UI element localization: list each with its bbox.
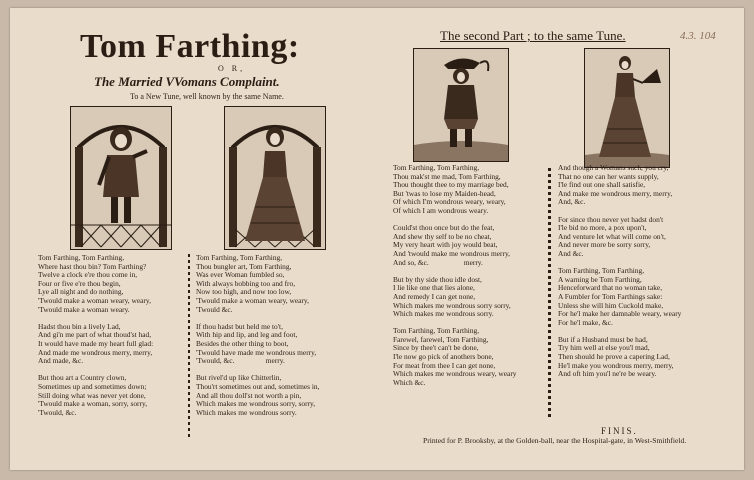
ballad-title: Tom Farthing: <box>80 28 300 65</box>
man-with-hat-image <box>414 49 508 161</box>
stanza-1-line-5: And, &c. <box>558 197 586 207</box>
stanza-4-line-6: Which makes me wondrous weary, weary <box>393 369 517 379</box>
part-two-title: The second Part ; to the same Tune. <box>440 28 626 43</box>
stanza-4-line-1: Tom Farthing, Tom Farthing, <box>393 326 480 336</box>
finis-mark: FINIS. <box>601 426 638 436</box>
stanza-2-line-2: I'le bid no more, a pox upon't, <box>558 223 647 233</box>
stanza-4-line-1: But if a Husband must be had, <box>558 334 648 344</box>
stanza-3-line-1: But rivel'd up like Chitterlin, <box>196 373 282 383</box>
stanza-2-line-5: And &c. <box>558 248 584 258</box>
stanza-4-line-2: Farewel, farewel, Tom Farthing, <box>393 334 489 344</box>
stanza-1-line-7: 'Twould &c. <box>196 304 233 314</box>
broadside-sheet <box>10 8 744 470</box>
stanza-1-line-6: Of which I am wondrous weary. <box>393 205 489 215</box>
stanza-1-line-3: Was ever Woman fumbled so, <box>196 270 285 280</box>
stanza-3-line-3: And all thou doll'st not worth a pin, <box>196 390 302 400</box>
stanza-1-line-6: 'Twould make a woman weary, weary, <box>38 295 151 305</box>
stanza-2-line-3: My very heart with joy would beat, <box>393 240 498 250</box>
stanza-2-line-2: With hip and lip, and leg and foot, <box>196 330 298 340</box>
stanza-3-line-5: Which makes me wondrous sorry. <box>196 407 297 417</box>
woman-woodcut-image <box>225 107 325 249</box>
stanza-4-line-4: I'le now go pick of anothers bone, <box>393 352 494 362</box>
stanza-1-line-2: That no one can her wants supply, <box>558 171 659 181</box>
stanza-2-line-4: And made me wondrous merry, merry, <box>38 347 153 357</box>
stanza-1-line-5: Now too high, and now too low, <box>196 287 292 297</box>
stanza-1-line-6: 'Twould make a woman weary, weary, <box>196 295 309 305</box>
tune-note: To a New Tune, well known by the same Name. <box>130 92 284 101</box>
stanza-3-line-2: I lie like one that lies alone, <box>393 283 475 293</box>
stanza-1-line-7: 'Twould make a woman weary. <box>38 304 130 314</box>
stanza-2-line-4: And 'twould make me wondrous merry, <box>393 248 511 258</box>
stanza-3-line-2: Sometimes up and sometimes down; <box>38 381 147 391</box>
stanza-1-line-1: And though a Womans such, you cry, <box>558 163 669 172</box>
stanza-1-line-4: But 'twas to lose my Maiden-head, <box>393 188 496 198</box>
woman-in-archway-woodcut <box>224 106 326 250</box>
stanza-3-line-4: 'Twould make a woman, sorry, sorry, <box>38 399 148 409</box>
stanza-1-line-5: Of which I'm wondrous weary, weary, <box>393 197 506 207</box>
stanza-1-line-2: Thou bungler art, Tom Farthing, <box>196 261 292 271</box>
stanza-2-line-4: 'Twould have made me wondrous merry, <box>196 347 317 357</box>
stanza-3-line-7: For he'l make, &c. <box>558 317 613 327</box>
stanza-4-line-5: For meat from thee I can get none, <box>393 360 496 370</box>
verse-column-1 <box>38 254 153 417</box>
stanza-1-line-2: Thou mak'st me mad, Tom Farthing, <box>393 171 501 181</box>
stanza-2-line-1: Could'st thou once but do the feat, <box>393 223 495 233</box>
stanza-3-line-1: But by thy side thou idle dost, <box>393 274 482 284</box>
stanza-1-line-1: Tom Farthing, Tom Farthing, <box>38 253 125 262</box>
stanza-1-line-1: Tom Farthing, Tom Farthing, <box>196 253 283 262</box>
stanza-3-line-1: But thou art a Country clown, <box>38 373 127 383</box>
stanza-4-line-2: Try him well at else you'l mad, <box>558 343 650 353</box>
verse-column-4 <box>558 164 681 379</box>
stanza-4-line-5: And oft him you'l ne're be weary. <box>558 369 657 379</box>
stanza-2-line-5: 'Twould, &c. merry. <box>196 356 285 366</box>
stanza-1-line-5: Lye all night and do nothing, <box>38 287 124 297</box>
stanza-1-line-4: Four or five e're thou begin, <box>38 278 121 288</box>
title-or: O R, <box>218 64 246 73</box>
ballad-subtitle: The Married VVomans Complaint. <box>94 74 280 89</box>
stanza-4-line-4: He'l make you wondrous merry, merry, <box>558 360 674 370</box>
man-in-archway-woodcut <box>70 106 172 250</box>
stanza-1-line-3: I'le find out one shall satisfie, <box>558 180 646 190</box>
stanza-4-line-7: Which &c. <box>393 377 426 387</box>
stanza-3-line-5: Unless she will him Cuckold make, <box>558 300 664 310</box>
stanza-4-line-3: Since by thee't can't be done, <box>393 343 479 353</box>
stanza-3-line-4: A Fumbler for Tom Farthings sake: <box>558 291 663 301</box>
shelfmark: 4.3. 104 <box>680 30 716 42</box>
stanza-3-line-3: Still doing what was never yet done, <box>38 390 146 400</box>
stanza-1-line-3: Twelve a clock e're thou come in, <box>38 270 138 280</box>
stanza-1-line-4: And make me wondrous merry, merry, <box>558 188 673 198</box>
woman-with-fan-image <box>585 49 669 167</box>
stanza-1-line-2: Where hast thou bin? Tom Farthing? <box>38 261 147 271</box>
stanza-1-line-3: Thou thought thee to my marriage bed, <box>393 180 509 190</box>
stanza-2-line-3: Besides the other thing to boot, <box>196 338 289 348</box>
stanza-4-line-3: Then should he prove a capering Lad, <box>558 352 670 362</box>
verse-column-3 <box>393 164 516 387</box>
column-divider-1 <box>188 254 190 440</box>
verse-column-2 <box>196 254 319 417</box>
stanza-3-line-2: Thou'rt sometimes out and, sometimes in, <box>196 381 320 391</box>
column-divider-2 <box>548 168 551 418</box>
stanza-3-line-5: 'Twould, &c. <box>38 407 77 417</box>
stanza-3-line-2: A warning be Tom Farthing, <box>558 274 642 284</box>
stanza-2-line-1: Hadst thou bin a lively Lad, <box>38 321 121 331</box>
stanza-2-line-2: And shew thy self to be no cheat, <box>393 231 492 241</box>
printer-imprint: Printed for P. Brooksby, at the Golden-ball, near the Hospital-gate, in West-Smithfield. <box>423 436 687 445</box>
stanza-3-line-1: Tom Farthing, Tom Farthing, <box>558 266 645 276</box>
stanza-2-line-4: And never more be sorry sorry, <box>558 240 651 250</box>
woman-with-fan-woodcut <box>584 48 670 168</box>
stanza-2-line-5: And so, &c. merry. <box>393 257 483 267</box>
stanza-3-line-5: Which makes me wondrous sorry. <box>393 309 494 319</box>
stanza-1-line-4: With always bobbing too and fro, <box>196 278 296 288</box>
stanza-2-line-3: And venture let what will come on't, <box>558 231 666 241</box>
stanza-2-line-5: And made, &c. <box>38 356 84 366</box>
stanza-3-line-6: For he'l make her damnable weary, weary <box>558 309 682 319</box>
stanza-3-line-3: And remedy I can get none, <box>393 291 476 301</box>
man-woodcut-image <box>71 107 171 249</box>
stanza-2-line-1: If thou hadst but held me to't, <box>196 321 283 331</box>
stanza-3-line-3: Henceforward that no woman take, <box>558 283 663 293</box>
stanza-3-line-4: Which makes me wondrous sorry, sorry, <box>196 399 316 409</box>
stanza-2-line-2: And gi'n me part of what thoud'st had, <box>38 330 152 340</box>
man-with-hat-woodcut <box>413 48 509 162</box>
stanza-2-line-1: For since thou never yet hadst don't <box>558 214 664 224</box>
stanza-3-line-4: Which makes me wondrous sorry sorry, <box>393 300 511 310</box>
stanza-2-line-3: It would have made my heart full glad: <box>38 338 154 348</box>
stanza-1-line-1: Tom Farthing, Tom Farthing, <box>393 163 480 172</box>
